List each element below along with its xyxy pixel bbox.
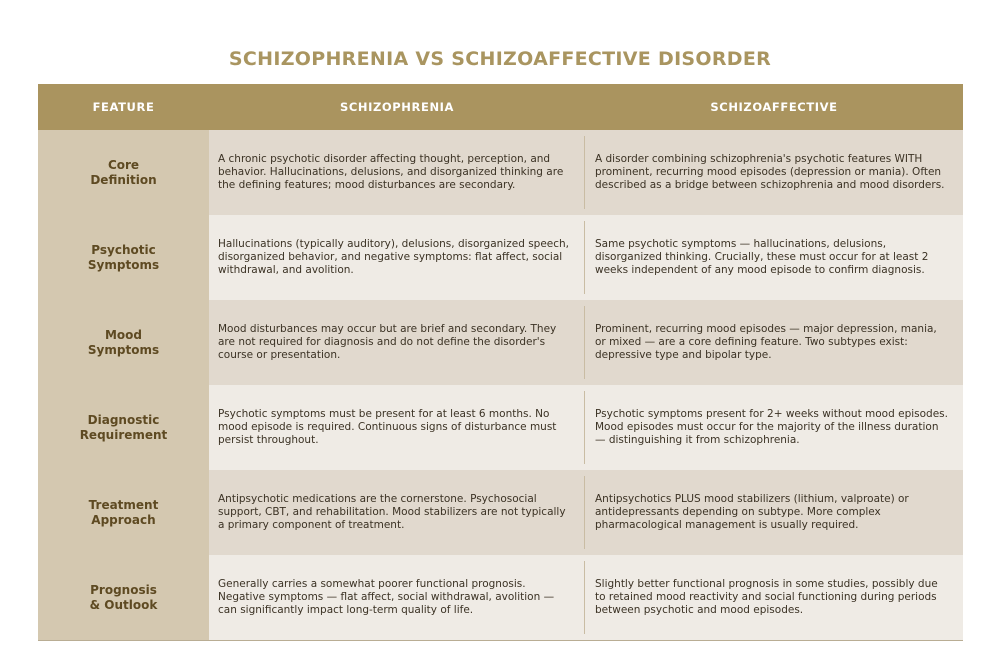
schizoaffective-cell: Psychotic symptoms present for 2+ weeks without mood episodes. Mood episodes must occur for the majority of the illness duration — distinguishing it from schizophrenia. [585,385,963,470]
table-row [38,215,963,300]
feature-label: Psychotic Symptoms [87,242,160,272]
table-row [38,385,963,470]
feature-label: Core Definition [90,157,157,187]
feature-label: Treatment Approach [88,497,159,527]
schizoaffective-cell: Slightly better functional prognosis in some studies, possibly due to retained mood reactivity and social functioning during periods between psychotic and mood episodes. [585,555,963,640]
schizoaffective-cell: A disorder combining schizophrenia's psychotic features WITH prominent, recurring mood episodes (depression or mania). Often described as a bridge between schizophrenia and mood disorders. [585,130,963,215]
feature-label: Mood Symptoms [87,327,160,357]
schizophrenia-cell: Psychotic symptoms must be present for at least 6 months. No mood episode is required. Continuous signs of disturbance must persist throughout. [209,385,585,470]
page-title: SCHIZOPHRENIA VS SCHIZOAFFECTIVE DISORDER [228,48,772,70]
feature-cell [38,130,209,215]
schizophrenia-cell: Generally carries a somewhat poorer functional prognosis. Negative symptoms — flat affect, social withdrawal, avolition — can significantly impact long-term quality of life. [209,555,585,640]
schizophrenia-cell: A chronic psychotic disorder affecting thought, perception, and behavior. Hallucinations, delusions, and disorganized thinking are the defining features; mood disturbances are secondary. [209,130,585,215]
table-header [38,84,963,130]
table-row [38,555,963,640]
schizoaffective-cell: Prominent, recurring mood episodes — major depression, mania, or mixed — are a core defining feature. Two subtypes exist: depressive type and bipolar type. [585,300,963,385]
table-row [38,300,963,385]
schizoaffective-cell: Same psychotic symptoms — hallucinations, delusions, disorganized thinking. Crucially, these must occur for at least 2 weeks independent of any mood episode to confirm diagnosis. [585,215,963,300]
schizophrenia-cell: Mood disturbances may occur but are brief and secondary. They are not required for diagnosis and do not define the disorder's course or presentation. [209,300,585,385]
feature-cell [38,470,209,555]
feature-cell [38,555,209,640]
feature-cell [38,300,209,385]
feature-cell [38,215,209,300]
column-header-schizophrenia: SCHIZOPHRENIA [339,100,455,114]
feature-label: Prognosis & Outlook [89,582,158,612]
comparison-table [38,84,963,641]
schizophrenia-cell: Antipsychotic medications are the cornerstone. Psychosocial support, CBT, and rehabilitation. Mood stabilizers are not typically a primary component of treatment. [209,470,585,555]
feature-cell [38,385,209,470]
schizophrenia-cell: Hallucinations (typically auditory), delusions, disorganized speech, disorganized behavior, and negative symptoms: flat affect, social withdrawal, and avolition. [209,215,585,300]
table-row [38,470,963,555]
schizoaffective-cell: Antipsychotics PLUS mood stabilizers (lithium, valproate) or antidepressants depending on subtype. More complex pharmacological management is usually required. [585,470,963,555]
column-header-feature: FEATURE [92,100,155,114]
feature-label: Diagnostic Requirement [79,412,168,442]
column-header-schizoaffective: SCHIZOAFFECTIVE [710,100,838,114]
table-row [38,130,963,215]
